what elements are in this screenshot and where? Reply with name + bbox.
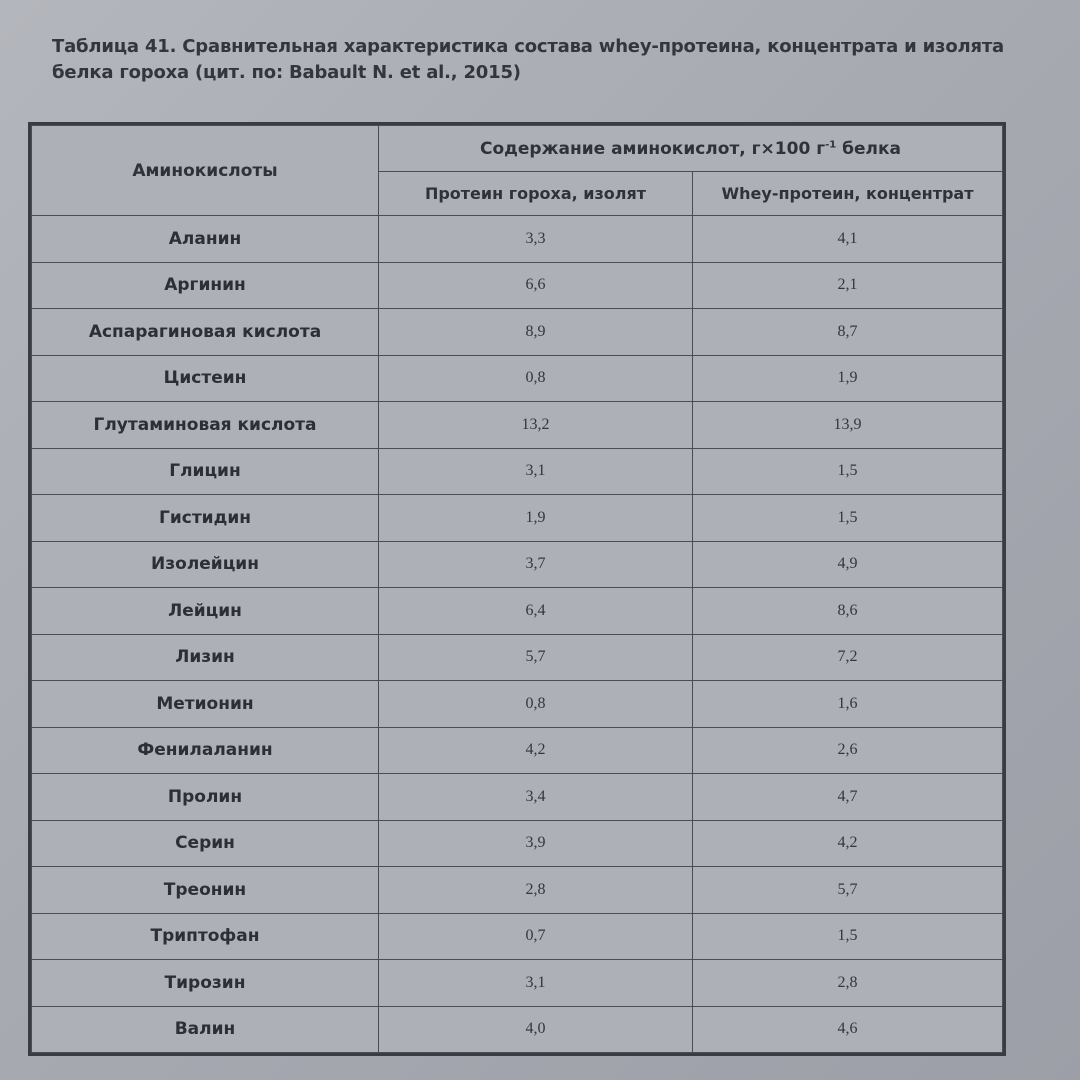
table-row: [32, 448, 1003, 495]
table-row: [32, 681, 1003, 728]
whey-concentrate-value: 1,5: [693, 448, 1003, 495]
amino-acid-name: Метионин: [32, 681, 379, 728]
whey-concentrate-value: 4,1: [693, 216, 1003, 263]
pea-isolate-value: 3,7: [379, 541, 693, 588]
amino-acid-table: [28, 122, 1006, 1056]
table-row: [32, 960, 1003, 1007]
table-row: [32, 541, 1003, 588]
amino-acid-name: Пролин: [32, 774, 379, 821]
table-row: [32, 867, 1003, 914]
table-row: [32, 262, 1003, 309]
amino-acid-name: Аргинин: [32, 262, 379, 309]
whey-concentrate-value: 4,7: [693, 774, 1003, 821]
pea-isolate-value: 4,0: [379, 1006, 693, 1053]
table-row: [32, 774, 1003, 821]
header-content-sup: -1: [825, 138, 837, 150]
whey-concentrate-value: 2,6: [693, 727, 1003, 774]
table-row: [32, 1006, 1003, 1053]
whey-concentrate-value: 5,7: [693, 867, 1003, 914]
whey-concentrate-value: 13,9: [693, 402, 1003, 449]
whey-concentrate-value: 1,6: [693, 681, 1003, 728]
whey-concentrate-value: 2,8: [693, 960, 1003, 1007]
pea-isolate-value: 0,7: [379, 913, 693, 960]
header-content-prefix: Содержание аминокислот, г×100 г: [480, 138, 826, 159]
header-content-suffix: белка: [836, 138, 901, 159]
pea-isolate-value: 3,3: [379, 216, 693, 263]
amino-acid-name: Глутаминовая кислота: [32, 402, 379, 449]
whey-concentrate-value: 1,5: [693, 495, 1003, 542]
pea-isolate-value: 8,9: [379, 309, 693, 356]
amino-acid-name: Триптофан: [32, 913, 379, 960]
whey-concentrate-value: 4,6: [693, 1006, 1003, 1053]
table-row: [32, 355, 1003, 402]
pea-isolate-value: 1,9: [379, 495, 693, 542]
table-row: [32, 309, 1003, 356]
whey-concentrate-value: 8,7: [693, 309, 1003, 356]
amino-acid-name: Серин: [32, 820, 379, 867]
pea-isolate-value: 3,1: [379, 960, 693, 1007]
amino-acid-name: Тирозин: [32, 960, 379, 1007]
pea-isolate-value: 6,4: [379, 588, 693, 635]
pea-isolate-value: 2,8: [379, 867, 693, 914]
header-amino-acids: Аминокислоты: [32, 126, 379, 216]
amino-acid-name: Треонин: [32, 867, 379, 914]
whey-concentrate-value: 1,5: [693, 913, 1003, 960]
pea-isolate-value: 5,7: [379, 634, 693, 681]
pea-isolate-value: 3,9: [379, 820, 693, 867]
amino-acid-table-grid: [31, 125, 1003, 1053]
whey-concentrate-value: 8,6: [693, 588, 1003, 635]
amino-acid-name: Аланин: [32, 216, 379, 263]
pea-isolate-value: 0,8: [379, 681, 693, 728]
whey-concentrate-value: 7,2: [693, 634, 1003, 681]
pea-isolate-value: 13,2: [379, 402, 693, 449]
amino-acid-name: Лейцин: [32, 588, 379, 635]
header-content: [379, 126, 1003, 172]
pea-isolate-value: 6,6: [379, 262, 693, 309]
pea-isolate-value: 3,4: [379, 774, 693, 821]
pea-isolate-value: 4,2: [379, 727, 693, 774]
table-row: [32, 913, 1003, 960]
table-row: [32, 402, 1003, 449]
table-row: [32, 588, 1003, 635]
header-pea-isolate: Протеин гороха, изолят: [379, 172, 693, 216]
table-caption: Таблица 41. Сравнительная характеристика состава whey-протеина, концентрата и изолята белка гороха (цит. по: Babault N. et al., 2015): [52, 36, 1005, 83]
amino-acid-name: Аспарагиновая кислота: [32, 309, 379, 356]
table-row: [32, 495, 1003, 542]
header-whey-concentrate: Whey-протеин, концентрат: [693, 172, 1003, 216]
pea-isolate-value: 0,8: [379, 355, 693, 402]
whey-concentrate-value: 2,1: [693, 262, 1003, 309]
amino-acid-name: Фенилаланин: [32, 727, 379, 774]
whey-concentrate-value: 4,9: [693, 541, 1003, 588]
whey-concentrate-value: 1,9: [693, 355, 1003, 402]
amino-acid-name: Валин: [32, 1006, 379, 1053]
amino-acid-name: Глицин: [32, 448, 379, 495]
amino-acid-name: Изолейцин: [32, 541, 379, 588]
table-row: [32, 820, 1003, 867]
amino-acid-name: Цистеин: [32, 355, 379, 402]
table-row: [32, 727, 1003, 774]
pea-isolate-value: 3,1: [379, 448, 693, 495]
amino-acid-name: Лизин: [32, 634, 379, 681]
table-row: [32, 216, 1003, 263]
table-body: [32, 216, 1003, 1053]
amino-acid-name: Гистидин: [32, 495, 379, 542]
table-row: [32, 634, 1003, 681]
whey-concentrate-value: 4,2: [693, 820, 1003, 867]
